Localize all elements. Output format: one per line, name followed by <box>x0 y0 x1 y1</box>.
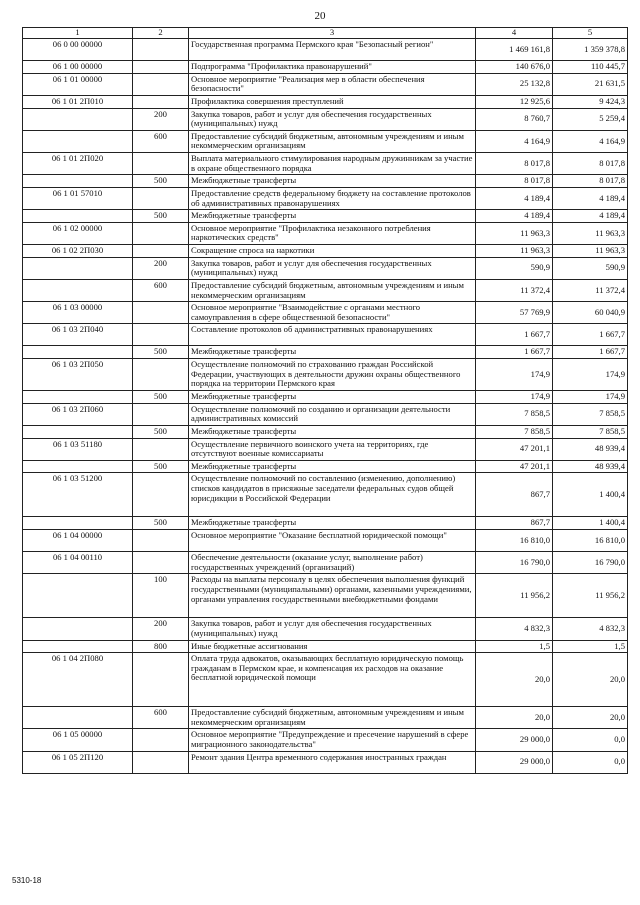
amount-year2-cell: 7 858,5 <box>553 425 628 438</box>
item-name-cell: Основное мероприятие "Оказание бесплатной юридической помощи" <box>189 530 476 552</box>
expense-type-cell: 600 <box>133 279 189 301</box>
code-cell: 06 1 03 51200 <box>23 473 133 517</box>
expense-type-cell: 500 <box>133 391 189 404</box>
expense-type-cell <box>133 73 189 95</box>
amount-year1-cell: 174,9 <box>476 391 553 404</box>
item-name-cell: Осуществление первичного воинского учета на территориях, где отсутствуют военные комиссариаты <box>189 438 476 460</box>
amount-year2-cell: 21 631,5 <box>553 73 628 95</box>
table-row <box>23 153 628 175</box>
amount-year2-cell: 11 372,4 <box>553 279 628 301</box>
expense-type-cell: 800 <box>133 640 189 653</box>
code-cell: 06 1 03 51180 <box>23 438 133 460</box>
amount-year1-cell: 25 132,8 <box>476 73 553 95</box>
amount-year2-cell: 48 939,4 <box>553 460 628 473</box>
amount-year1-cell: 16 790,0 <box>476 552 553 574</box>
code-cell <box>23 175 133 188</box>
item-name-cell: Предоставление субсидий бюджетным, автономным учреждениям и иным некоммерческим организациям <box>189 130 476 152</box>
amount-year1-cell: 1 469 161,8 <box>476 39 553 61</box>
amount-year1-cell: 57 769,9 <box>476 302 553 324</box>
code-cell: 06 1 02 2П030 <box>23 245 133 258</box>
table-row <box>23 222 628 244</box>
code-cell: 06 1 01 57010 <box>23 187 133 209</box>
table-row <box>23 640 628 653</box>
amount-year2-cell: 1,5 <box>553 640 628 653</box>
table-row <box>23 245 628 258</box>
amount-year1-cell: 11 963,3 <box>476 245 553 258</box>
expense-type-cell <box>133 187 189 209</box>
amount-year1-cell: 1,5 <box>476 640 553 653</box>
code-cell <box>23 391 133 404</box>
item-name-cell: Государственная программа Пермского края "Безопасный регион" <box>189 39 476 61</box>
amount-year2-cell: 8 017,8 <box>553 153 628 175</box>
amount-year1-cell: 8 017,8 <box>476 175 553 188</box>
item-name-cell: Ремонт здания Центра временного содержания иностранных граждан <box>189 751 476 773</box>
code-cell: 06 1 01 00000 <box>23 73 133 95</box>
amount-year2-cell: 174,9 <box>553 359 628 391</box>
item-name-cell: Закупка товаров, работ и услуг для обеспечения государственных (муниципальных) нужд <box>189 108 476 130</box>
table-row <box>23 552 628 574</box>
table-row <box>23 95 628 108</box>
code-cell: 06 1 05 00000 <box>23 729 133 751</box>
footer-code: 5310-18 <box>12 876 42 885</box>
expense-type-cell: 600 <box>133 130 189 152</box>
expense-type-cell <box>133 530 189 552</box>
table-row <box>23 187 628 209</box>
table-row <box>23 130 628 152</box>
amount-year1-cell: 29 000,0 <box>476 729 553 751</box>
amount-year1-cell: 12 925,6 <box>476 95 553 108</box>
table-row <box>23 473 628 517</box>
amount-year2-cell: 5 259,4 <box>553 108 628 130</box>
expense-type-cell: 200 <box>133 618 189 640</box>
code-cell <box>23 279 133 301</box>
amount-year1-cell: 4 832,3 <box>476 618 553 640</box>
expense-type-cell: 500 <box>133 517 189 530</box>
code-cell: 06 1 02 00000 <box>23 222 133 244</box>
item-name-cell: Межбюджетные трансферты <box>189 175 476 188</box>
expense-type-cell <box>133 324 189 346</box>
code-cell <box>23 574 133 618</box>
amount-year1-cell: 174,9 <box>476 359 553 391</box>
item-name-cell: Основное мероприятие "Предупреждение и пресечение нарушений в сфере миграционного законодательства" <box>189 729 476 751</box>
expense-type-cell <box>133 473 189 517</box>
amount-year1-cell: 11 956,2 <box>476 574 553 618</box>
expense-type-cell <box>133 153 189 175</box>
amount-year2-cell: 8 017,8 <box>553 175 628 188</box>
item-name-cell: Основное мероприятие "Взаимодействие с органами местного самоуправления в сфере общественной безопасности" <box>189 302 476 324</box>
amount-year2-cell: 0,0 <box>553 729 628 751</box>
expense-type-cell: 200 <box>133 257 189 279</box>
amount-year2-cell: 4 832,3 <box>553 618 628 640</box>
header-col-2: 2 <box>133 28 189 39</box>
expense-type-cell <box>133 302 189 324</box>
amount-year2-cell: 4 164,9 <box>553 130 628 152</box>
table-row <box>23 61 628 74</box>
table-row <box>23 108 628 130</box>
expense-type-cell: 500 <box>133 175 189 188</box>
code-cell: 06 1 04 2П080 <box>23 653 133 707</box>
item-name-cell: Обеспечение деятельности (оказание услуг, выполнение работ) государственных учреждений (организаций) <box>189 552 476 574</box>
item-name-cell: Основное мероприятие "Профилактика незаконного потребления наркотических средств" <box>189 222 476 244</box>
amount-year2-cell: 60 040,9 <box>553 302 628 324</box>
code-cell: 06 1 03 2П040 <box>23 324 133 346</box>
amount-year1-cell: 20,0 <box>476 707 553 729</box>
expense-type-cell <box>133 552 189 574</box>
expense-type-cell <box>133 95 189 108</box>
expense-type-cell <box>133 222 189 244</box>
item-name-cell: Межбюджетные трансферты <box>189 210 476 223</box>
amount-year2-cell: 4 189,4 <box>553 210 628 223</box>
expense-type-cell <box>133 359 189 391</box>
table-row <box>23 302 628 324</box>
amount-year2-cell: 110 445,7 <box>553 61 628 74</box>
amount-year2-cell: 16 810,0 <box>553 530 628 552</box>
code-cell <box>23 618 133 640</box>
amount-year2-cell: 11 956,2 <box>553 574 628 618</box>
code-cell: 06 0 00 00000 <box>23 39 133 61</box>
code-cell: 06 1 00 00000 <box>23 61 133 74</box>
table-row <box>23 574 628 618</box>
code-cell: 06 1 03 2П050 <box>23 359 133 391</box>
code-cell <box>23 707 133 729</box>
amount-year2-cell: 590,9 <box>553 257 628 279</box>
expense-type-cell: 600 <box>133 707 189 729</box>
expense-type-cell <box>133 61 189 74</box>
amount-year2-cell: 16 790,0 <box>553 552 628 574</box>
table-row <box>23 653 628 707</box>
amount-year1-cell: 47 201,1 <box>476 438 553 460</box>
amount-year2-cell: 9 424,3 <box>553 95 628 108</box>
expense-type-cell: 500 <box>133 346 189 359</box>
expense-type-cell: 100 <box>133 574 189 618</box>
expense-type-cell: 200 <box>133 108 189 130</box>
code-cell <box>23 460 133 473</box>
item-name-cell: Межбюджетные трансферты <box>189 425 476 438</box>
table-row <box>23 729 628 751</box>
code-cell: 06 1 01 2П010 <box>23 95 133 108</box>
expense-type-cell: 500 <box>133 460 189 473</box>
table-row <box>23 279 628 301</box>
amount-year2-cell: 11 963,3 <box>553 222 628 244</box>
header-col-1: 1 <box>23 28 133 39</box>
amount-year2-cell: 20,0 <box>553 707 628 729</box>
amount-year1-cell: 29 000,0 <box>476 751 553 773</box>
item-name-cell: Подпрограмма "Профилактика правонарушений" <box>189 61 476 74</box>
amount-year1-cell: 867,7 <box>476 517 553 530</box>
expense-type-cell <box>133 39 189 61</box>
amount-year2-cell: 174,9 <box>553 391 628 404</box>
amount-year1-cell: 1 667,7 <box>476 346 553 359</box>
code-cell <box>23 425 133 438</box>
amount-year2-cell: 4 189,4 <box>553 187 628 209</box>
code-cell <box>23 257 133 279</box>
item-name-cell: Составление протоколов об административных правонарушениях <box>189 324 476 346</box>
code-cell <box>23 130 133 152</box>
item-name-cell: Осуществление полномочий по составлению (изменению, дополнению) списков кандидатов в присяжные заседатели федеральных судов общей юрисдикции в Российской Федерации <box>189 473 476 517</box>
amount-year1-cell: 140 676,0 <box>476 61 553 74</box>
item-name-cell: Межбюджетные трансферты <box>189 460 476 473</box>
item-name-cell: Выплата материального стимулирования народным дружинникам за участие в охране общественного порядка <box>189 153 476 175</box>
amount-year2-cell: 48 939,4 <box>553 438 628 460</box>
header-col-4: 4 <box>476 28 553 39</box>
table-row <box>23 438 628 460</box>
header-col-3: 3 <box>189 28 476 39</box>
table-row <box>23 39 628 61</box>
expense-type-cell <box>133 729 189 751</box>
budget-table <box>22 27 628 774</box>
amount-year1-cell: 47 201,1 <box>476 460 553 473</box>
code-cell: 06 1 05 2П120 <box>23 751 133 773</box>
item-name-cell: Расходы на выплаты персоналу в целях обеспечения выполнения функций государственными (муниципальными) органами, казенными учреждениями, органами управления государственными внебюджетными фондами <box>189 574 476 618</box>
amount-year1-cell: 11 963,3 <box>476 222 553 244</box>
item-name-cell: Иные бюджетные ассигнования <box>189 640 476 653</box>
table-row <box>23 460 628 473</box>
table-row <box>23 403 628 425</box>
item-name-cell: Сокращение спроса на наркотики <box>189 245 476 258</box>
expense-type-cell: 500 <box>133 210 189 223</box>
amount-year1-cell: 11 372,4 <box>476 279 553 301</box>
amount-year2-cell: 11 963,3 <box>553 245 628 258</box>
table-row <box>23 618 628 640</box>
code-cell <box>23 210 133 223</box>
item-name-cell: Осуществление полномочий по созданию и организации деятельности административных комиссий <box>189 403 476 425</box>
amount-year2-cell: 0,0 <box>553 751 628 773</box>
table-row <box>23 175 628 188</box>
item-name-cell: Оплата труда адвокатов, оказывающих бесплатную юридическую помощь гражданам в Пермском крае, и компенсация их расходов на оказание бесплатной юридической помощи <box>189 653 476 707</box>
amount-year1-cell: 8 017,8 <box>476 153 553 175</box>
expense-type-cell <box>133 438 189 460</box>
amount-year2-cell: 1 400,4 <box>553 517 628 530</box>
item-name-cell: Основное мероприятие "Реализация мер в области обеспечения безопасности" <box>189 73 476 95</box>
amount-year1-cell: 1 667,7 <box>476 324 553 346</box>
table-row <box>23 517 628 530</box>
table-row <box>23 707 628 729</box>
item-name-cell: Межбюджетные трансферты <box>189 346 476 359</box>
amount-year2-cell: 1 400,4 <box>553 473 628 517</box>
item-name-cell: Предоставление субсидий бюджетным, автономным учреждениям и иным некоммерческим организациям <box>189 707 476 729</box>
item-name-cell: Межбюджетные трансферты <box>189 391 476 404</box>
expense-type-cell <box>133 653 189 707</box>
expense-type-cell <box>133 245 189 258</box>
table-header-row <box>23 28 628 39</box>
amount-year2-cell: 1 359 378,8 <box>553 39 628 61</box>
expense-type-cell <box>133 751 189 773</box>
amount-year1-cell: 4 189,4 <box>476 210 553 223</box>
table-row <box>23 346 628 359</box>
item-name-cell: Закупка товаров, работ и услуг для обеспечения государственных (муниципальных) нужд <box>189 257 476 279</box>
amount-year1-cell: 20,0 <box>476 653 553 707</box>
code-cell <box>23 346 133 359</box>
table-row <box>23 425 628 438</box>
item-name-cell: Закупка товаров, работ и услуг для обеспечения государственных (муниципальных) нужд <box>189 618 476 640</box>
header-col-5: 5 <box>553 28 628 39</box>
table-row <box>23 359 628 391</box>
item-name-cell: Межбюджетные трансферты <box>189 517 476 530</box>
table-row <box>23 751 628 773</box>
expense-type-cell <box>133 403 189 425</box>
code-cell: 06 1 04 00110 <box>23 552 133 574</box>
amount-year1-cell: 590,9 <box>476 257 553 279</box>
code-cell <box>23 640 133 653</box>
table-row <box>23 530 628 552</box>
amount-year1-cell: 7 858,5 <box>476 425 553 438</box>
code-cell: 06 1 03 00000 <box>23 302 133 324</box>
code-cell: 06 1 04 00000 <box>23 530 133 552</box>
table-body <box>23 39 628 774</box>
expense-type-cell: 500 <box>133 425 189 438</box>
amount-year2-cell: 1 667,7 <box>553 324 628 346</box>
amount-year2-cell: 7 858,5 <box>553 403 628 425</box>
amount-year1-cell: 7 858,5 <box>476 403 553 425</box>
table-row <box>23 324 628 346</box>
amount-year1-cell: 4 189,4 <box>476 187 553 209</box>
amount-year1-cell: 4 164,9 <box>476 130 553 152</box>
item-name-cell: Осуществление полномочий по страхованию граждан Российской Федерации, участвующих в деятельности дружин охраны общественного порядка на территории Пермского края <box>189 359 476 391</box>
amount-year1-cell: 867,7 <box>476 473 553 517</box>
code-cell <box>23 108 133 130</box>
page-number: 20 <box>314 10 326 22</box>
code-cell <box>23 517 133 530</box>
code-cell: 06 1 01 2П020 <box>23 153 133 175</box>
table-row <box>23 257 628 279</box>
amount-year1-cell: 8 760,7 <box>476 108 553 130</box>
amount-year2-cell: 20,0 <box>553 653 628 707</box>
item-name-cell: Профилактика совершения преступлений <box>189 95 476 108</box>
item-name-cell: Предоставление субсидий бюджетным, автономным учреждениям и иным некоммерческим организациям <box>189 279 476 301</box>
table-row <box>23 73 628 95</box>
item-name-cell: Предоставление средств федеральному бюджету на составление протоколов об административных правонарушениях <box>189 187 476 209</box>
amount-year2-cell: 1 667,7 <box>553 346 628 359</box>
amount-year1-cell: 16 810,0 <box>476 530 553 552</box>
table-row <box>23 391 628 404</box>
code-cell: 06 1 03 2П060 <box>23 403 133 425</box>
table-row <box>23 210 628 223</box>
